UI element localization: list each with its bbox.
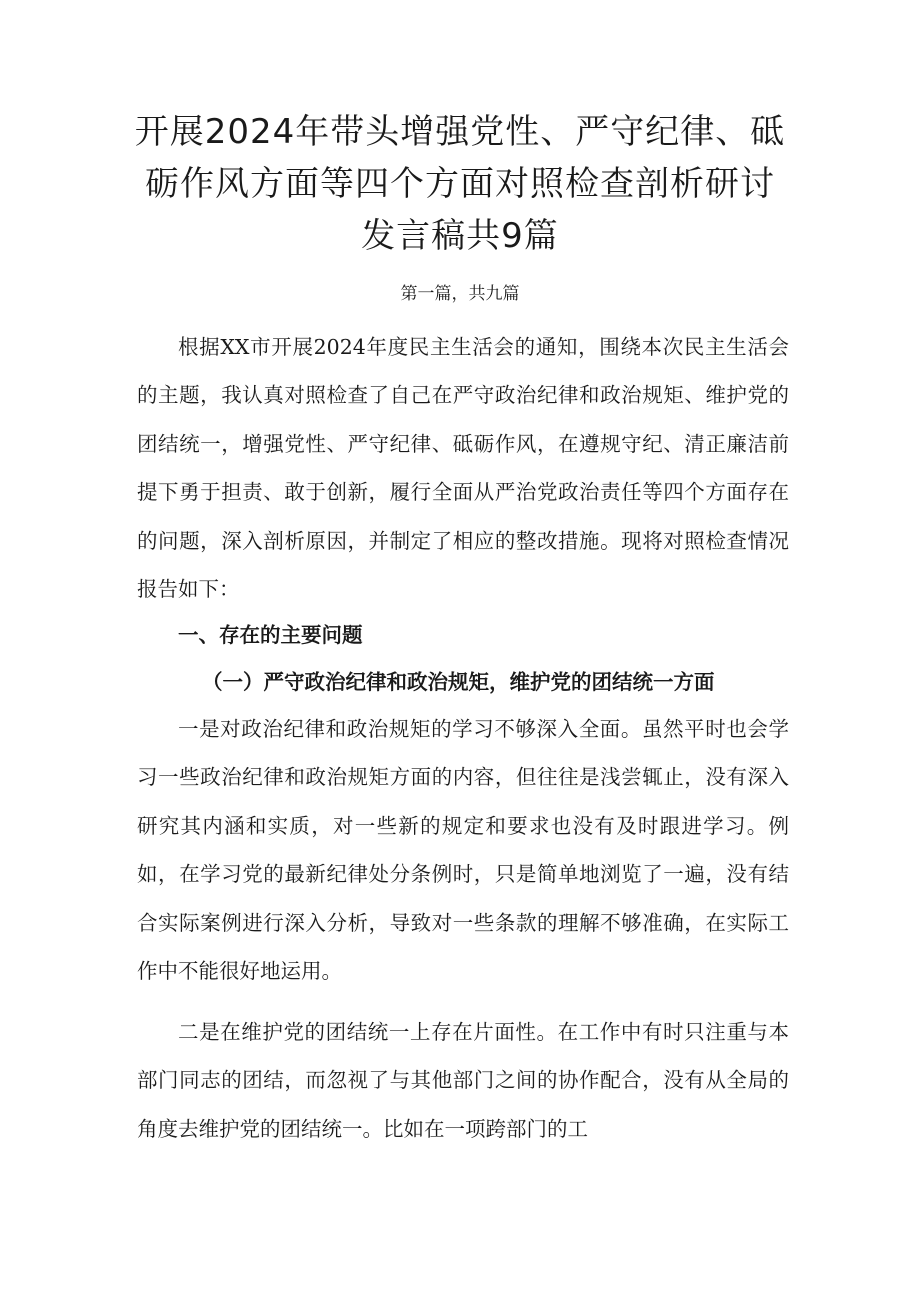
body-paragraph-2: 二是在维护党的团结统一上存在片面性。在工作中有时只注重与本部门同志的团结，而忽视了与其他部门之间的协作配合，没有从全局的角度去维护党的团结统一。比如在一项跨部门的工 (137, 1020, 789, 1141)
subsection-heading: （一）严守政治纪律和政治规矩，维护党的团结统一方面 (202, 670, 715, 694)
document-title: 开展2024年带头增强党性、严守纪律、砥砺作风方面等四个方面对照检查剖析研讨发言稿共9篇 (134, 112, 786, 256)
body-paragraph-1: 一是对政治纪律和政治规矩的学习不够深入全面。虽然平时也会学习一些政治纪律和政治规矩方面的内容，但往往是浅尝辄止，没有深入研究其内涵和实质，对一些新的规定和要求也没有及时跟进学习。例如，在学习党的最新纪律处分条例时，只是简单地浏览了一遍，没有结合实际案例进行深入分析，导致对一些条款的理解不够准确，在实际工作中不能很好地运用。 (137, 717, 789, 984)
document-subtitle: 第一篇，共九篇 (400, 284, 520, 304)
section-heading: 一、存在的主要问题 (178, 623, 363, 647)
intro-paragraph: 根据XX市开展2024年度民主生活会的通知，围绕本次民主生活会的主题，我认真对照检查了自己在严守政治纪律和政治规矩、维护党的团结统一，增强党性、严守纪律、砥砺作风，在遵规守纪、清正廉洁前提下勇于担责、敢于创新，履行全面从严治党政治责任等四个方面存在的问题，深入剖析原因，并制定了相应的整改措施。现将对照检查情况报告如下： (137, 335, 789, 602)
